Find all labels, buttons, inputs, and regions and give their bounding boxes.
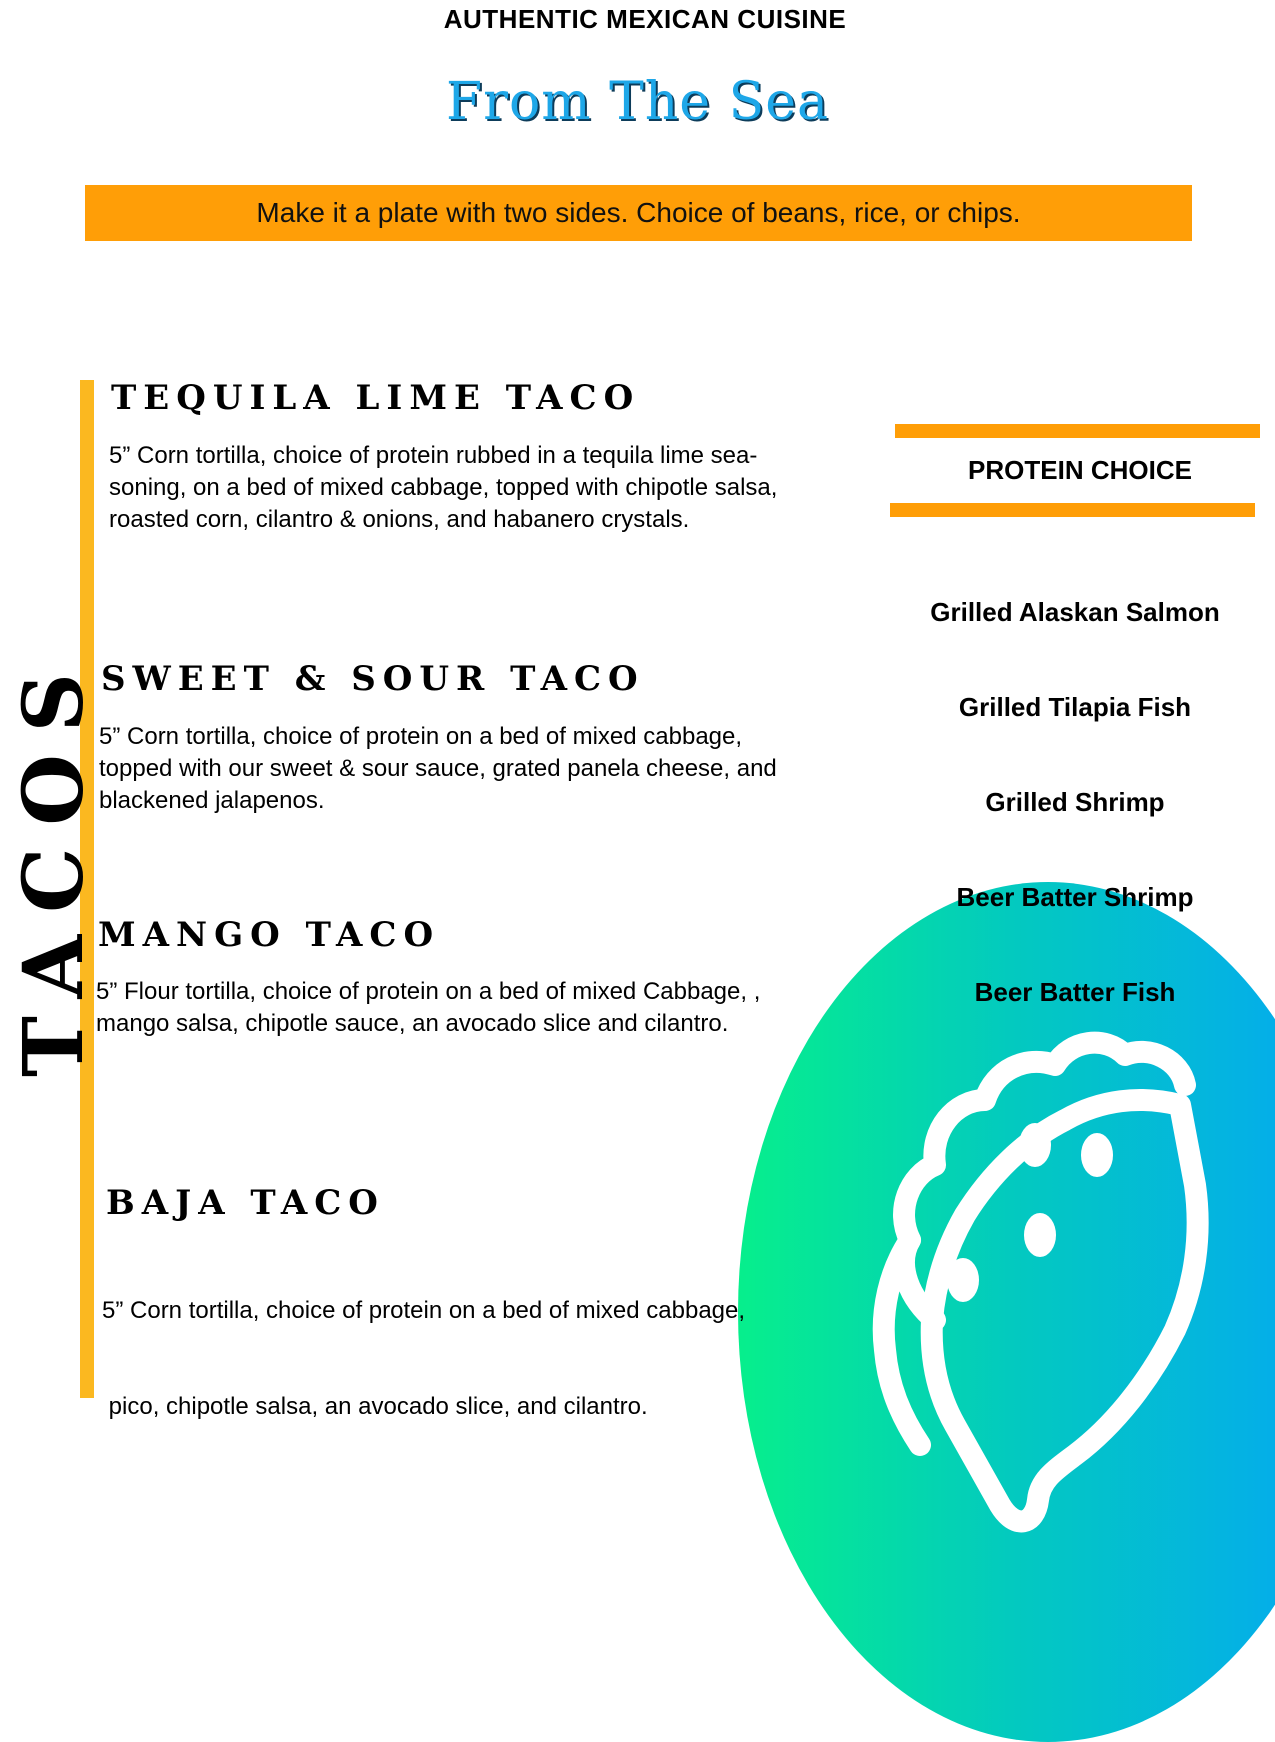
- protein-option: Beer Batter Fish: [974, 977, 1176, 1007]
- menu-item-description: [109, 440, 889, 536]
- protein-option: Grilled Alaskan Salmon: [930, 597, 1220, 627]
- protein-option: Beer Batter Shrimp: [956, 882, 1194, 912]
- menu-item-name: TEQUILA LIME TACO: [111, 378, 641, 418]
- description-line: soning, on a bed of mixed cabbage, topped with chipotle salsa,: [109, 474, 778, 501]
- description-line: 5” Corn tortilla, choice of protein on a bed of mixed cabbage,: [99, 723, 743, 750]
- cuisine-kicker: AUTHENTIC MEXICAN CUISINE: [443, 4, 847, 34]
- section-vertical-label: TACOS: [6, 650, 102, 1078]
- description-line: topped with our sweet & sour sauce, grated panela cheese, and: [99, 755, 777, 782]
- page-title: From The Sea: [446, 72, 829, 132]
- description-line: 5” Corn tortilla, choice of protein rubbed in a tequila lime sea-: [109, 442, 758, 469]
- protein-top-rule: [895, 424, 1260, 438]
- description-line: mango salsa, chipotle sauce, an avocado slice and cilantro.: [96, 1010, 729, 1037]
- menu-item-description: [96, 976, 876, 1040]
- protein-bottom-rule: [890, 503, 1255, 517]
- protein-heading: PROTEIN CHOICE: [968, 455, 1192, 485]
- protein-option: Grilled Shrimp: [985, 787, 1165, 817]
- taco-icon: [850, 1000, 1270, 1540]
- menu-item-name: BAJA TACO: [106, 1183, 385, 1223]
- description-line: blackened jalapenos.: [99, 787, 325, 814]
- description-line: roasted corn, cilantro & onions, and habanero crystals.: [109, 506, 690, 533]
- menu-item-description: [102, 1231, 882, 1455]
- menu-item-name: MANGO TACO: [98, 915, 441, 955]
- protein-option: Grilled Tilapia Fish: [958, 692, 1192, 722]
- plate-banner: [85, 185, 1192, 241]
- menu-item-description: [99, 721, 879, 817]
- menu-item-name: SWEET & SOUR TACO: [101, 659, 645, 699]
- description-line: 5” Flour tortilla, choice of protein on a bed of mixed Cabbage, ,: [96, 978, 761, 1005]
- description-line: 5” Corn tortilla, choice of protein on a bed of mixed cabbage,: [102, 1297, 746, 1324]
- plate-banner-text: Make it a plate with two sides. Choice of beans, rice, or chips.: [256, 197, 1021, 228]
- description-line: pico, chipotle salsa, an avocado slice, and cilantro.: [102, 1393, 648, 1420]
